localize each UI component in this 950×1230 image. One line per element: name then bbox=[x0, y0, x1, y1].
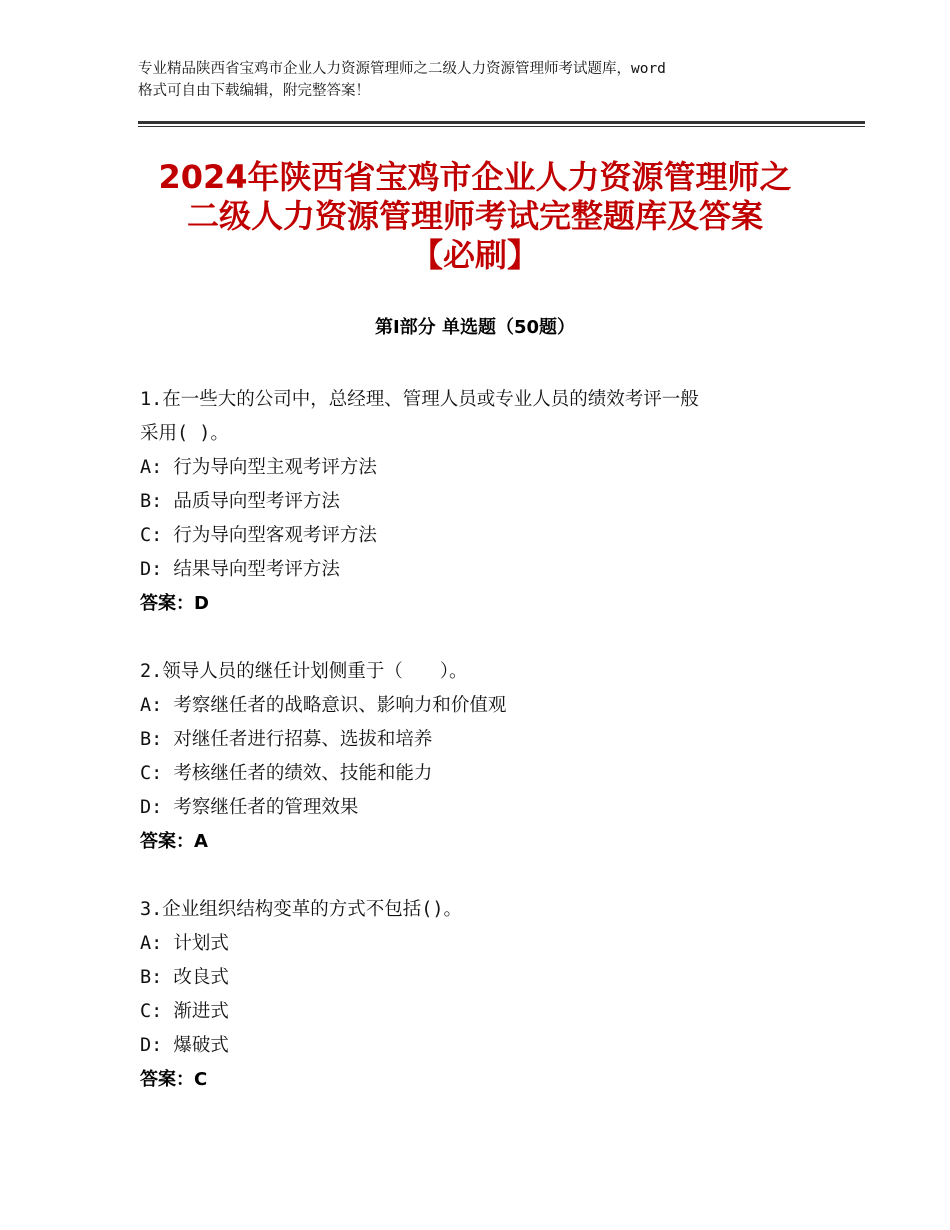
header-divider bbox=[138, 121, 865, 124]
option-a: A: 计划式 bbox=[140, 933, 229, 954]
document-title-line: 【必刷】 bbox=[410, 236, 539, 274]
document-title bbox=[100, 158, 850, 275]
option-c: C: 渐进式 bbox=[140, 1001, 229, 1022]
answer: 答案：C bbox=[140, 1069, 208, 1090]
section-heading: 第Ⅰ部分 单选题（50题） bbox=[374, 317, 575, 338]
question-3 bbox=[140, 893, 820, 1097]
option-d: D: 爆破式 bbox=[140, 1035, 229, 1056]
option-b: B: 改良式 bbox=[140, 967, 229, 988]
header-divider-thin bbox=[138, 126, 865, 127]
option-b: B: 对继任者进行招募、选拔和培养 bbox=[140, 729, 433, 750]
header-note-line: 格式可自由下载编辑，附完整答案！ bbox=[138, 83, 370, 99]
question-stem: 采用( )。 bbox=[140, 423, 229, 444]
question-list bbox=[140, 383, 820, 1131]
question-2 bbox=[140, 655, 820, 859]
question-stem: 1.在一些大的公司中，总经理、管理人员或专业人员的绩效考评一般 bbox=[140, 389, 699, 410]
document-title-line: 二级人力资源管理师考试完整题库及答案 bbox=[186, 197, 763, 235]
question-stem: 3.企业组织结构变革的方式不包括()。 bbox=[140, 899, 463, 920]
header-note bbox=[138, 58, 838, 102]
question-1 bbox=[140, 383, 820, 621]
answer: 答案：A bbox=[140, 831, 208, 852]
option-d: D: 考察继任者的管理效果 bbox=[140, 797, 359, 818]
answer: 答案：D bbox=[140, 593, 209, 614]
option-d: D: 结果导向型考评方法 bbox=[140, 559, 340, 580]
option-c: C: 行为导向型客观考评方法 bbox=[140, 525, 377, 546]
header-note-line: 专业精品陕西省宝鸡市企业人力资源管理师之二级人力资源管理师考试题库，word bbox=[138, 61, 666, 77]
option-a: A: 行为导向型主观考评方法 bbox=[140, 457, 377, 478]
document-title-line: 2024年陕西省宝鸡市企业人力资源管理师之 bbox=[158, 158, 792, 196]
option-a: A: 考察继任者的战略意识、影响力和价值观 bbox=[140, 695, 507, 716]
option-b: B: 品质导向型考评方法 bbox=[140, 491, 340, 512]
question-stem: 2.领导人员的继任计划侧重于（ ）。 bbox=[140, 661, 468, 682]
option-c: C: 考核继任者的绩效、技能和能力 bbox=[140, 763, 433, 784]
